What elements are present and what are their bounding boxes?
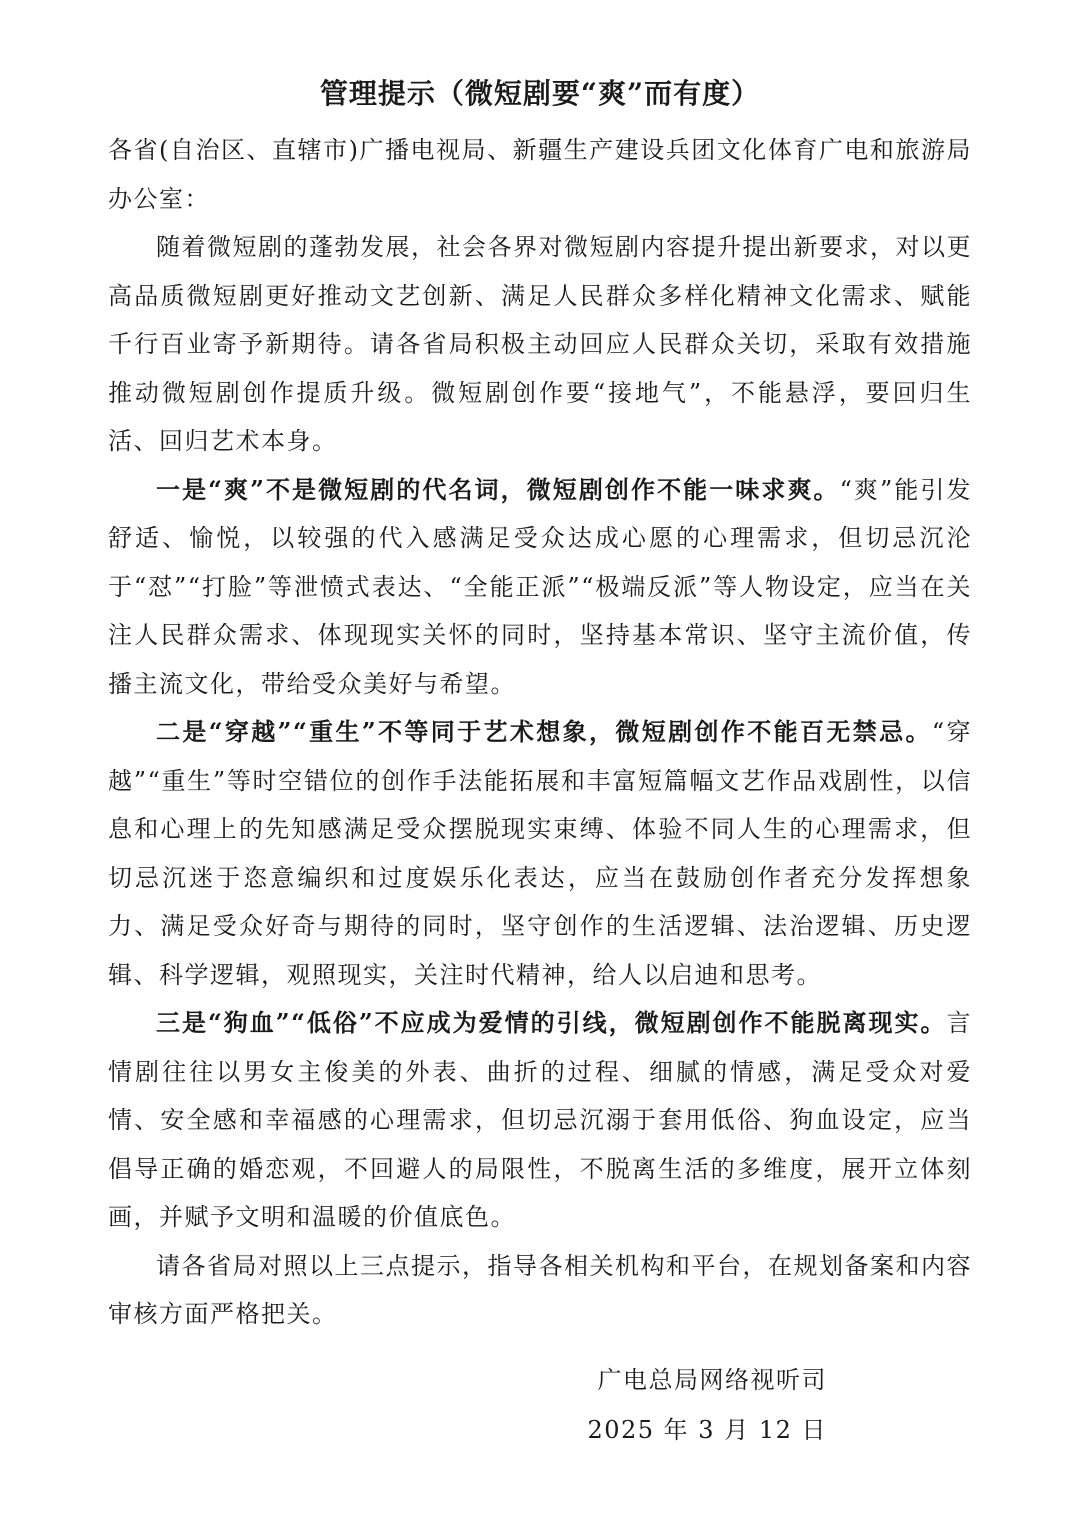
point-1-text: “爽”能引发舒适、愉悦，以较强的代入感满足受众达成心愿的心理需求，但切忌沉沦于“怼”“打脸”等泄愤式表达、“全能正派”“极端反派”等人物设定，应当在关注人民群众需求、体现现实关怀的同时，坚持基本常识、坚守主流价值，传播主流文化，带给受众美好与希望。 bbox=[108, 475, 972, 698]
point-2-paragraph bbox=[108, 708, 972, 999]
point-2-text: “穿越”“重生”等时空错位的创作手法能拓展和丰富短篇幅文艺作品戏剧性，以信息和心理上的先知感满足受众摆脱现实束缚、体验不同人生的心理需求，但切忌沉迷于恣意编织和过度娱乐化表达，应当在鼓励创作者充分发挥想象力、满足受众好奇与期待的同时，坚守创作的生活逻辑、法治逻辑、历史逻辑、科学逻辑，观照现实，关注时代精神，给人以启迪和思考。 bbox=[108, 718, 973, 989]
document-title: 管理提示（微短剧要“爽”而有度） bbox=[319, 77, 761, 110]
issuer-name: 广电总局网络视听司 bbox=[597, 1365, 827, 1394]
point-3-paragraph bbox=[108, 999, 972, 1242]
point-1-heading: 一是“爽”不是微短剧的代名词，微短剧创作不能一味求爽。 bbox=[156, 474, 840, 504]
point-2-heading: 二是“穿越”“重生”不等同于艺术想象，微短剧创作不能百无禁忌。 bbox=[156, 717, 932, 746]
closing-paragraph: 请各省局对照以上三点提示，指导各相关机构和平台，在规划备案和内容审核方面严格把关。 bbox=[108, 1251, 972, 1328]
point-3-heading: 三是“狗血”“低俗”不应成为爱情的引线，微短剧创作不能脱离现实。 bbox=[156, 1008, 947, 1037]
signature-block bbox=[108, 1355, 972, 1455]
point-3-text: 言情剧往往以男女主俊美的外表、曲折的过程、细腻的情感，满足受众对爱情、安全感和幸福感的心理需求，但切忌沉溺于套用低俗、狗血设定，应当倡导正确的婚恋观，不回避人的局限性，不脱离生活的多维度，展开立体刻画，并赋予文明和温暖的价值底色。 bbox=[108, 1009, 972, 1231]
document-body bbox=[108, 126, 972, 1339]
intro-paragraph: 随着微短剧的蓬勃发展，社会各界对微短剧内容提升提出新要求，对以更高品质微短剧更好推动文艺创新、满足人民群众多样化精神文化需求、赋能千行百业寄予新期待。请各省局积极主动回应人民群众关切，采取有效措施推动微短剧创作提质升级。微短剧创作要“接地气”，不能悬浮，要回归生活、回归艺术本身。 bbox=[108, 233, 972, 455]
addressee: 各省(自治区、直辖市)广播电视局、新疆生产建设兵团文化体育广电和旅游局办公室： bbox=[108, 136, 972, 213]
point-1-paragraph bbox=[108, 466, 972, 709]
issue-date: 2025 年 3 月 12 日 bbox=[587, 1415, 827, 1444]
